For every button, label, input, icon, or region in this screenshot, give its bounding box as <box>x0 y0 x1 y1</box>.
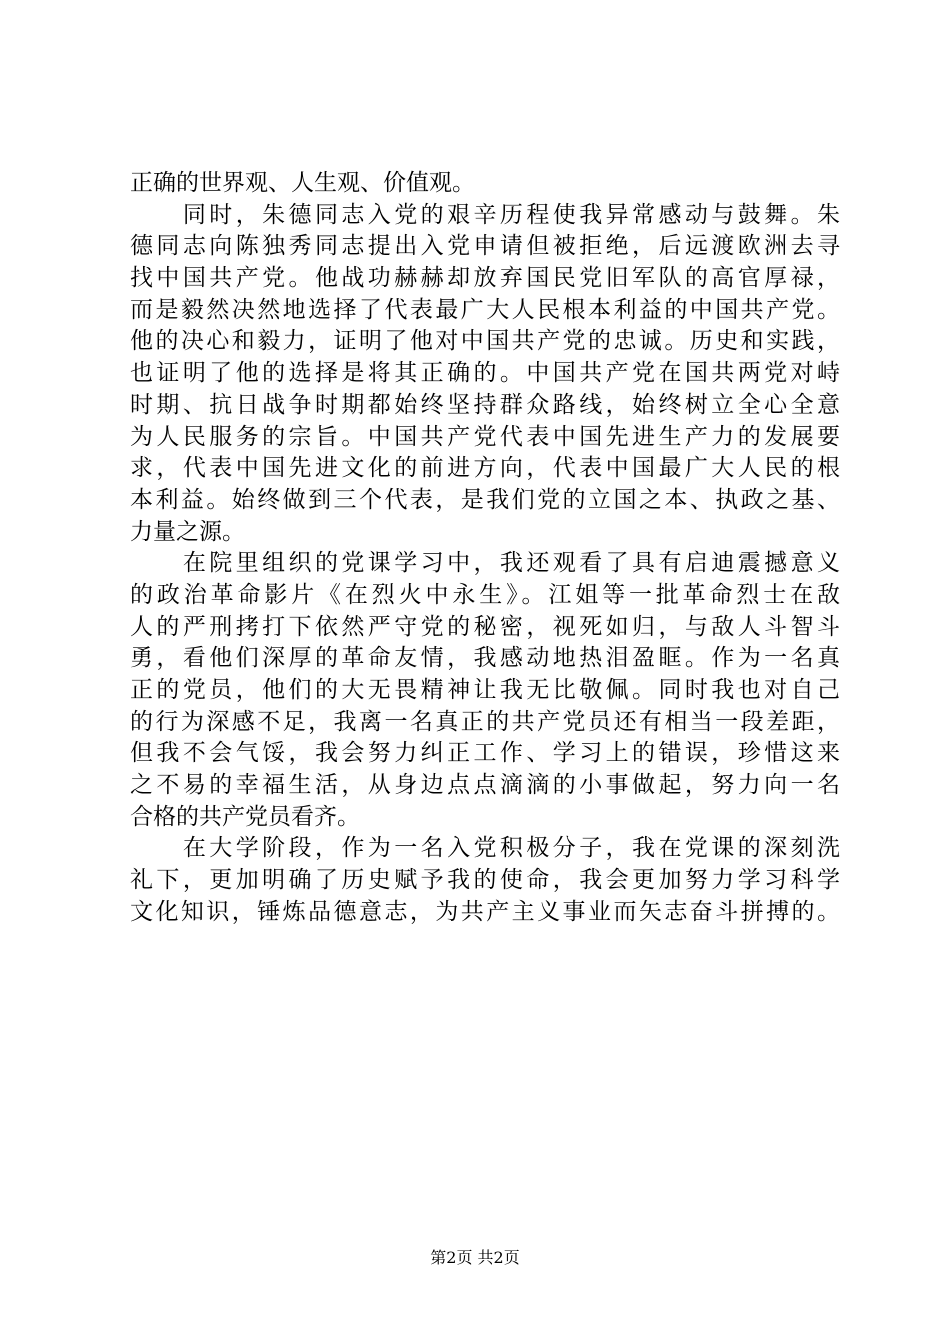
text-line: 正确的世界观、人生观、价值观。 <box>130 170 475 196</box>
text-line: 人的严刑拷打下依然严守党的秘密，视死如归，与敌人斗智斗 <box>130 613 840 640</box>
text-line: 德同志向陈独秀同志提出入党申请但被拒绝，后远渡欧洲去寻 <box>130 233 840 260</box>
text-line: 同时，朱德同志入党的艰辛历程使我异常感动与鼓舞。朱 <box>130 201 840 228</box>
body-text <box>130 168 840 929</box>
text-line: 他的决心和毅力，证明了他对中国共产党的忠诚。历史和实践， <box>130 328 840 355</box>
text-line: 勇，看他们深厚的革命友情，我感动地热泪盈眶。作为一名真 <box>130 645 840 672</box>
text-line: 求，代表中国先进文化的前进方向，代表中国最广大人民的根 <box>130 455 840 482</box>
text-line: 时期、抗日战争时期都始终坚持群众路线，始终树立全心全意 <box>130 391 840 418</box>
text-line: 而是毅然决然地选择了代表最广大人民根本利益的中国共产党。 <box>130 296 840 323</box>
page-footer <box>0 1245 950 1268</box>
text-line: 的政治革命影片《在烈火中永生》。江姐等一批革命烈士在敌 <box>130 581 840 608</box>
page-number: 第2页 共2页 <box>430 1248 520 1267</box>
text-line: 本利益。始终做到三个代表，是我们党的立国之本、执政之基、 <box>130 486 840 513</box>
text-line: 礼下，更加明确了历史赋予我的使命，我会更加努力学习科学 <box>130 867 840 894</box>
text-line: 也证明了他的选择是将其正确的。中国共产党在国共两党对峙 <box>130 360 840 387</box>
text-line: 之不易的幸福生活，从身边点点滴滴的小事做起，努力向一名 <box>130 772 840 799</box>
text-line: 在院里组织的党课学习中，我还观看了具有启迪震撼意义 <box>130 550 840 577</box>
text-line: 找中国共产党。他战功赫赫却放弃国民党旧军队的高官厚禄， <box>130 265 840 292</box>
text-line: 合格的共产党员看齐。 <box>130 803 360 830</box>
text-line: 的行为深感不足，我离一名真正的共产党员还有相当一段差距， <box>130 708 840 735</box>
text-line: 为人民服务的宗旨。中国共产党代表中国先进生产力的发展要 <box>130 423 840 450</box>
text-line: 文化知识，锤炼品德意志，为共产主义事业而矢志奋斗拼搏的。 <box>130 898 840 925</box>
text-line: 在大学阶段，作为一名入党积极分子，我在党课的深刻洗 <box>130 835 840 862</box>
text-line: 正的党员，他们的大无畏精神让我无比敬佩。同时我也对自己 <box>130 677 840 703</box>
text-line: 但我不会气馁，我会努力纠正工作、学习上的错误，珍惜这来 <box>130 740 840 767</box>
text-line: 力量之源。 <box>130 518 245 545</box>
